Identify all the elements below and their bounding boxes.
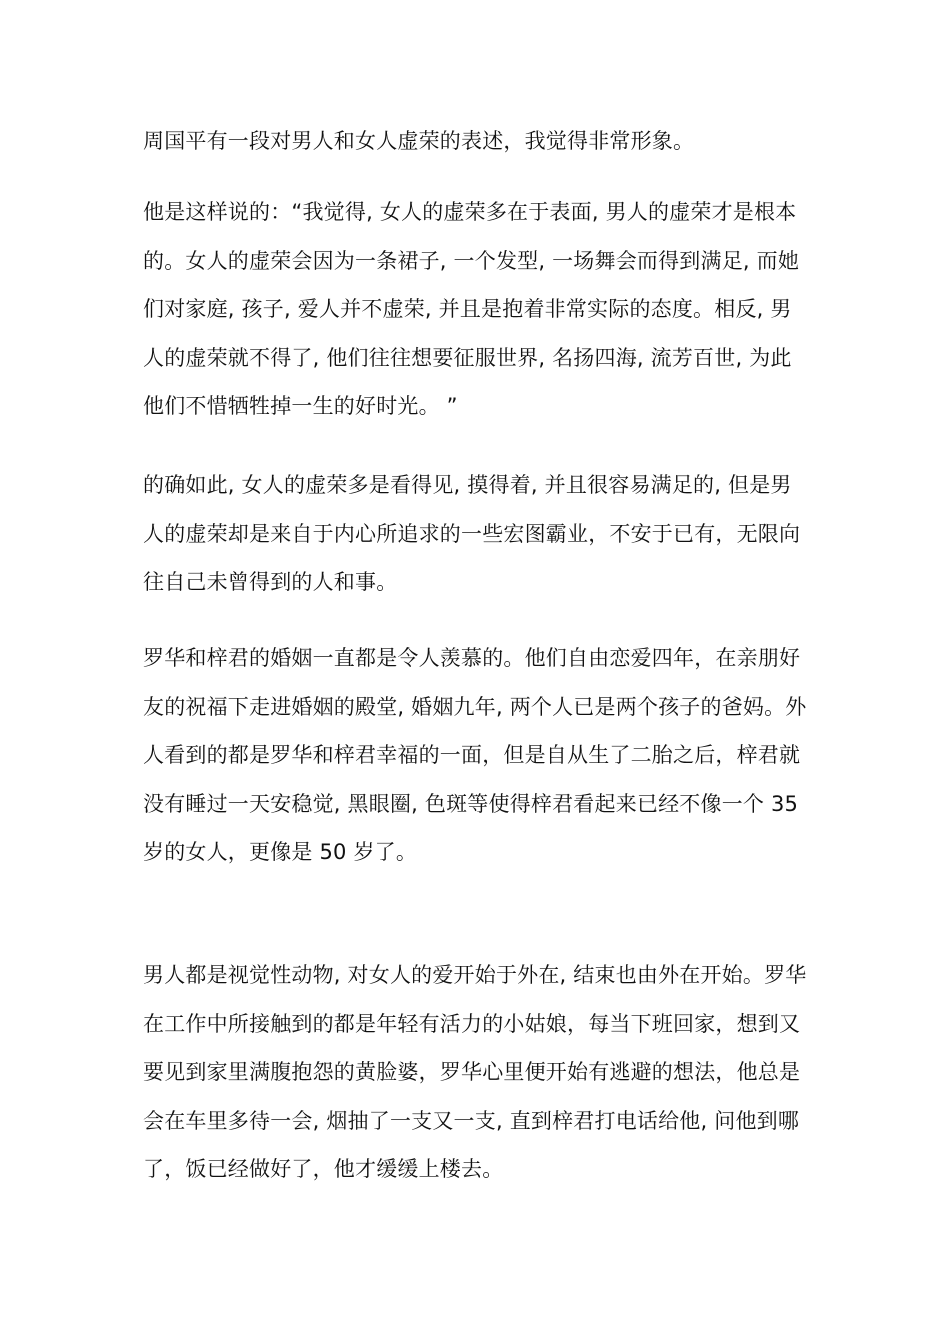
paragraph-5: 男人都是视觉性动物, 对女人的爱开始于外在, 结束也由外在开始。罗华 在工作中所接触到的都是年轻有活力的小姑娘，每当下班回家，想到又 要见到家里满腹抱怨的黄脸婆，罗华心里便开始有逃避的想法，他总是 会在车里多待一会, 烟抽了一支又一支, 直到梓君打电话给他, 问他到哪 了，饭已经做好了，他才缓缓上楼去。 [143,963,807,1181]
paragraph-3: 的确如此, 女人的虚荣多是看得见, 摸得着, 并且很容易满足的, 但是男 人的虚荣却是来自于内心所追求的一些宏图霸业，不安于已有，无限向 往自己未曾得到的人和事。 [143,473,801,594]
paragraph-4: 罗华和梓君的婚姻一直都是令人羡慕的。他们自由恋爱四年，在亲朋好 友的祝福下走进婚姻的殿堂, 婚姻九年, 两个人已是两个孩子的爸妈。外 人看到的都是罗华和梓君幸福的一面，但是自从生了二胎之后，梓君就 没有睡过一天安稳觉, 黑眼圈, 色斑等使得梓君看起来已经不像一个 35 岁的女人，更像是 50 岁了。 [143,646,807,864]
paragraph-1: 周国平有一段对男人和女人虚荣的表述，我觉得非常形象。 [143,129,695,153]
paragraph-2: 他是这样说的：“我觉得, 女人的虚荣多在于表面, 男人的虚荣才是根本 的。女人的虚荣会因为一条裙子, 一个发型, 一场舞会而得到满足, 而她 们对家庭, 孩子, 爱人并不虚荣, 并且是抱着非常实际的态度。相反, 男 人的虚荣就不得了, 他们往往想要征服世界, 名扬四海, 流芳百世, 为此 他们不惜牺牲掉一生的好时光。 ” [143,200,800,418]
